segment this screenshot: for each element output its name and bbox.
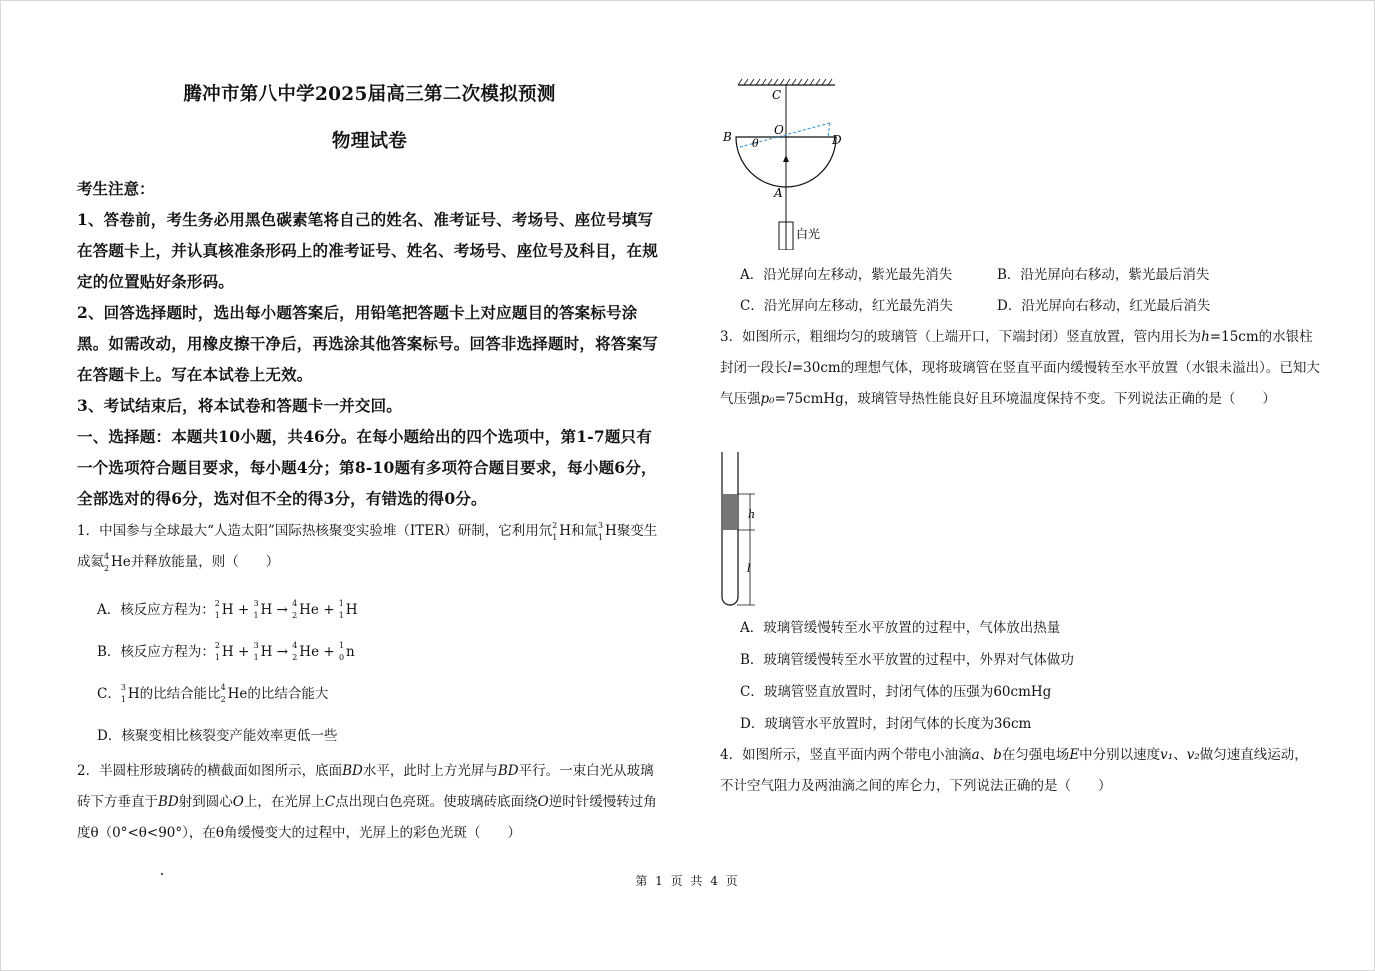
q1-text-d: 并释放能量，则（ ）	[130, 554, 280, 570]
q3-option-c: C．玻璃管竖直放置时，封闭气体的压强为60cmHg	[740, 684, 1052, 700]
mercury-column	[723, 494, 737, 530]
screen-hatching	[738, 79, 832, 85]
q3-option-d: D．玻璃管水平放置时，封闭气体的长度为36cm	[740, 716, 1032, 732]
q1-option-b: B．核反应方程为： 2 1 H + 3 1 H → 4 2 He + 1 0 n	[97, 641, 355, 662]
fig-label-D: D	[832, 133, 842, 147]
fig-label-theta: θ	[752, 137, 759, 150]
fig-label-A: A	[774, 186, 783, 200]
q1-text-c: 聚变生成氦	[77, 523, 658, 570]
fig-label-C: C	[772, 88, 782, 102]
q3-option-b: B．玻璃管缓慢转至水平放置的过程中，外界对气体做功	[740, 652, 1074, 668]
q2-option-a: A．沿光屏向左移动，紫光最先消失	[740, 267, 953, 283]
q1-option-c: C． 3 1 H的比结合能比 4 2 He的比结合能大	[97, 683, 329, 704]
notice-heading: 考生注意：	[77, 179, 155, 198]
notice-item-2: 2、回答选择题时，选出每小题答案后，用铅笔把答题卡上对应题目的答案标号涂黑。如需改动，用橡皮擦干净后，再选涂其他答案标号。回答非选择题时，将答案写在答题卡上。写在本试卷上无效。	[77, 303, 658, 384]
nuclide-helium: 4 2 He	[104, 552, 131, 573]
q2-options-row-1	[720, 260, 1320, 291]
section1-heading: 一、选择题：本题共10小题，共46分。在每小题给出的四个选项中，第1-7题只有一个选项符合题目要求，每小题4分；第8-10题有多项符合题目要求，每小题6分，全部选对的得6分，选对但不全的得3分，有错选的得0分。	[77, 427, 657, 508]
question-2-stem: 2．半圆柱形玻璃砖的横截面如图所示，底面BD水平，此时上方光屏与BD平行。一束白光从玻璃砖下方垂直于BD射到圆心O上，在光屏上C点出现白色亮斑。使玻璃砖底面绕O逆时针缓慢转过角度θ（0°<θ<90°），在θ角缓慢变大的过程中，光屏上的彩色光斑（ ）	[77, 763, 657, 841]
notice-item-1: 1、答卷前，考生务必用黑色碳素笔将自己的姓名、准考证号、考场号、座位号填写在答题卡上，并认真核准条形码上的准考证号、姓名、考场号、座位号及科目，在规定的位置贴好条形码。	[77, 210, 658, 291]
exam-title: 腾冲市第八中学2025届高三第二次模拟预测	[183, 84, 556, 105]
fig-label-O: O	[774, 123, 784, 137]
q2-figure-glass-brick	[720, 75, 880, 250]
question-3-stem: 3．如图所示，粗细均匀的玻璃管（上端开口，下端封闭）竖直放置，管内用长为h=15cm的水银柱封闭一段长l=30cm的理想气体，现将玻璃管在竖直平面内缓慢转至水平放置（水银未溢出）。已知大气压强p₀=75cmHg，玻璃管导热性能良好且环境温度保持不变。下列说法正确的是（ ）	[720, 329, 1320, 407]
q1-option-a: A．核反应方程为： 2 1 H + 3 1 H → 4 2 He + 1 1 H	[97, 599, 358, 620]
fig-label-B: B	[723, 130, 732, 144]
fig-label-h: h	[748, 508, 756, 521]
page-footer: 第 1 页 共 4 页	[635, 874, 740, 888]
q2-option-d: D．沿光屏向右移动，红光最后消失	[997, 298, 1211, 314]
q1-text-a: 1．中国参与全球最大“人造太阳”国际热核聚变实验堆（ITER）研制，它利用氘	[77, 523, 553, 539]
question-1-stem	[77, 516, 662, 578]
nuclide-deuterium: 2 1 H	[552, 521, 572, 542]
q2-option-b: B．沿光屏向右移动，紫光最后消失	[997, 267, 1210, 283]
left-column	[77, 72, 662, 849]
q1-option-d: D．核聚变相比核裂变产能效率更低一些	[97, 728, 338, 744]
ray-arrow	[783, 155, 789, 162]
notice-item-3: 3、考试结束后，将本试卷和答题卡一并交回。	[77, 396, 402, 415]
question-4-stem: 4．如图所示，竖直平面内两个带电小油滴a、b在匀强电场E中分别以速度v₁、v₂做匀速直线运动，不计空气阻力及两油滴之间的库仑力，下列说法正确的是（ ）	[720, 747, 1308, 794]
q2-option-c: C．沿光屏向左移动，红光最先消失	[740, 298, 953, 314]
nuclide-tritium: 3 1 H	[598, 521, 617, 542]
fig-label-white-light: 白光	[796, 227, 821, 241]
q2-options-row-2	[720, 291, 1320, 322]
exam-subtitle: 物理试卷	[331, 131, 408, 152]
q3-option-a: A．玻璃管缓慢转至水平放置的过程中，气体放出热量	[740, 620, 1061, 636]
fig-label-l: l	[747, 562, 751, 575]
q1-text-b: 和氚	[571, 523, 599, 539]
q3-figure-glass-tube	[720, 452, 780, 612]
